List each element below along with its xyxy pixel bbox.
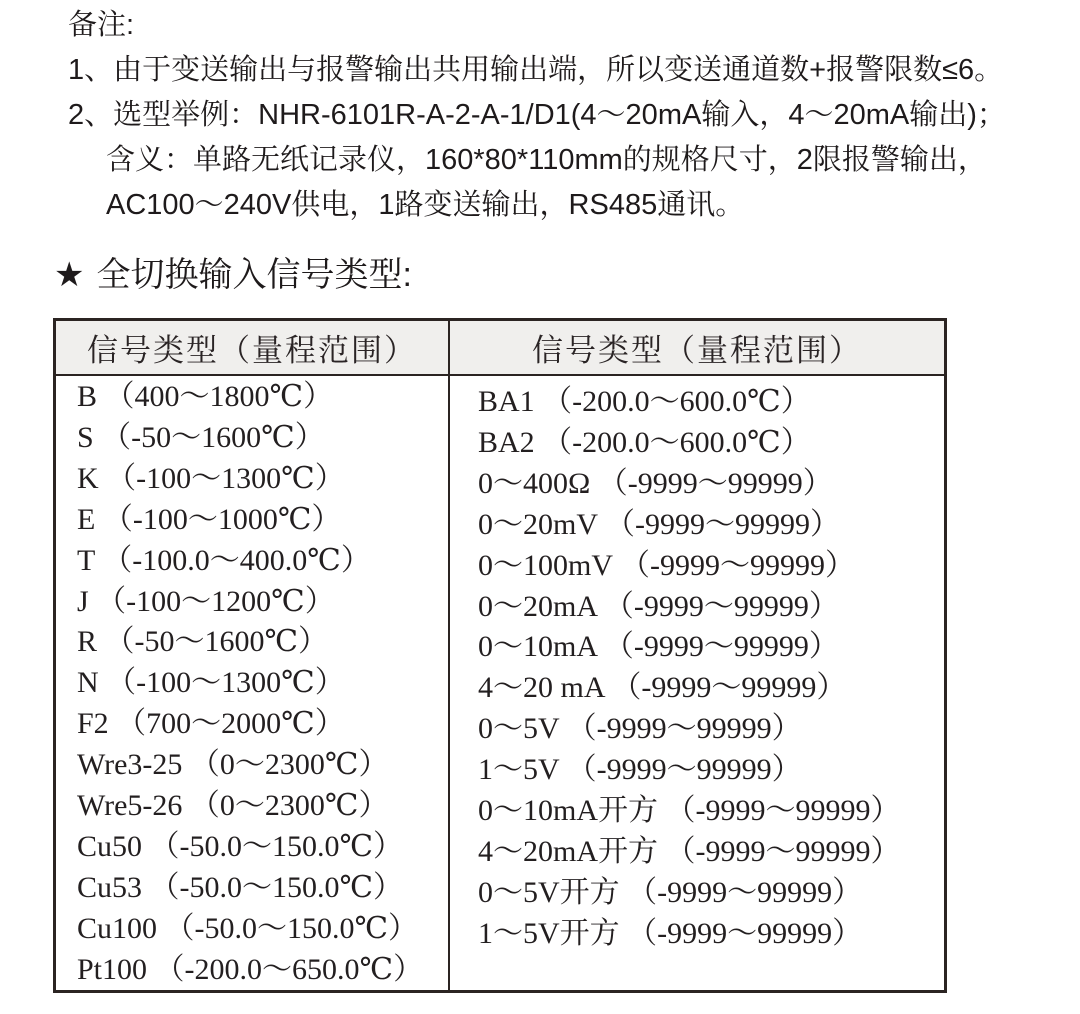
- table-column-left: [56, 376, 450, 990]
- table-row: 1～5V开方 （-9999～99999）: [478, 916, 863, 950]
- table-row: Wre3-25 （0～2300℃）: [77, 748, 389, 782]
- table-row: Pt100 （-200.0～650.0℃）: [77, 952, 424, 986]
- notes-title: 备注:: [68, 9, 135, 41]
- table-row: Wre5-26 （0～2300℃）: [77, 789, 389, 823]
- table-row: N （-100～1300℃）: [77, 666, 345, 700]
- table-row: 4～20mA开方 （-9999～99999）: [478, 834, 901, 868]
- table-row: K （-100～1300℃）: [77, 461, 345, 495]
- table-header-row: [56, 321, 944, 376]
- table-row: 1～5V （-9999～99999）: [478, 753, 802, 787]
- table-row: E （-100～1000℃）: [77, 502, 342, 536]
- table-row: 0～20mV （-9999～99999）: [478, 507, 840, 541]
- table-row: 0～5V （-9999～99999）: [478, 712, 802, 746]
- table-row: Cu53 （-50.0～150.0℃）: [77, 870, 404, 904]
- table-row: 0～400Ω （-9999～99999）: [478, 466, 833, 500]
- signal-type-table: [53, 318, 947, 993]
- table-header-left: 信号类型（量程范围）: [56, 321, 450, 374]
- section-heading-text: 全切换输入信号类型:: [96, 256, 412, 294]
- table-row: BA1 （-200.0～600.0℃）: [478, 385, 811, 418]
- note-line-3: 含义：单路无纸记录仪，160*80*110mm的规格尺寸，2限报警输出，: [106, 144, 987, 176]
- table-row: 0～10mA （-9999～99999）: [478, 630, 839, 664]
- table-row: R （-50～1600℃）: [77, 625, 329, 659]
- table-row: F2 （700～2000℃）: [77, 707, 345, 741]
- table-row: 0～20mA （-9999～99999）: [478, 589, 839, 623]
- table-row: BA2 （-200.0～600.0℃）: [478, 425, 811, 459]
- star-icon: ★: [54, 256, 85, 294]
- table-row: 4～20 mA （-9999～99999）: [478, 671, 847, 705]
- table-body: [56, 376, 944, 990]
- table-row: S （-50～1600℃）: [77, 420, 325, 454]
- table-row: 0～10mA开方 （-9999～99999）: [478, 794, 901, 828]
- table-row: B （400～1800℃）: [77, 380, 334, 413]
- note-line-1: 1、由于变送输出与报警输出共用输出端，所以变送通道数+报警限数≤6。: [68, 54, 1004, 86]
- table-row: T （-100.0～400.0℃）: [77, 543, 371, 577]
- table-column-right: [450, 376, 944, 990]
- table-row: 0～100mV （-9999～99999）: [478, 548, 855, 582]
- table-row: J （-100～1200℃）: [77, 584, 335, 618]
- section-heading: [54, 247, 412, 296]
- table-row: Cu100 （-50.0～150.0℃）: [77, 911, 419, 945]
- table-row: 0～5V开方 （-9999～99999）: [478, 875, 863, 909]
- note-line-2: 2、选型举例：NHR-6101R-A-2-A-1/D1(4～20mA输入，4～20mA输出)；: [68, 99, 1006, 131]
- note-line-4: AC100～240V供电，1路变送输出，RS485通讯。: [106, 189, 745, 221]
- table-header-right: 信号类型（量程范围）: [532, 333, 862, 368]
- table-row: Cu50 （-50.0～150.0℃）: [77, 829, 404, 863]
